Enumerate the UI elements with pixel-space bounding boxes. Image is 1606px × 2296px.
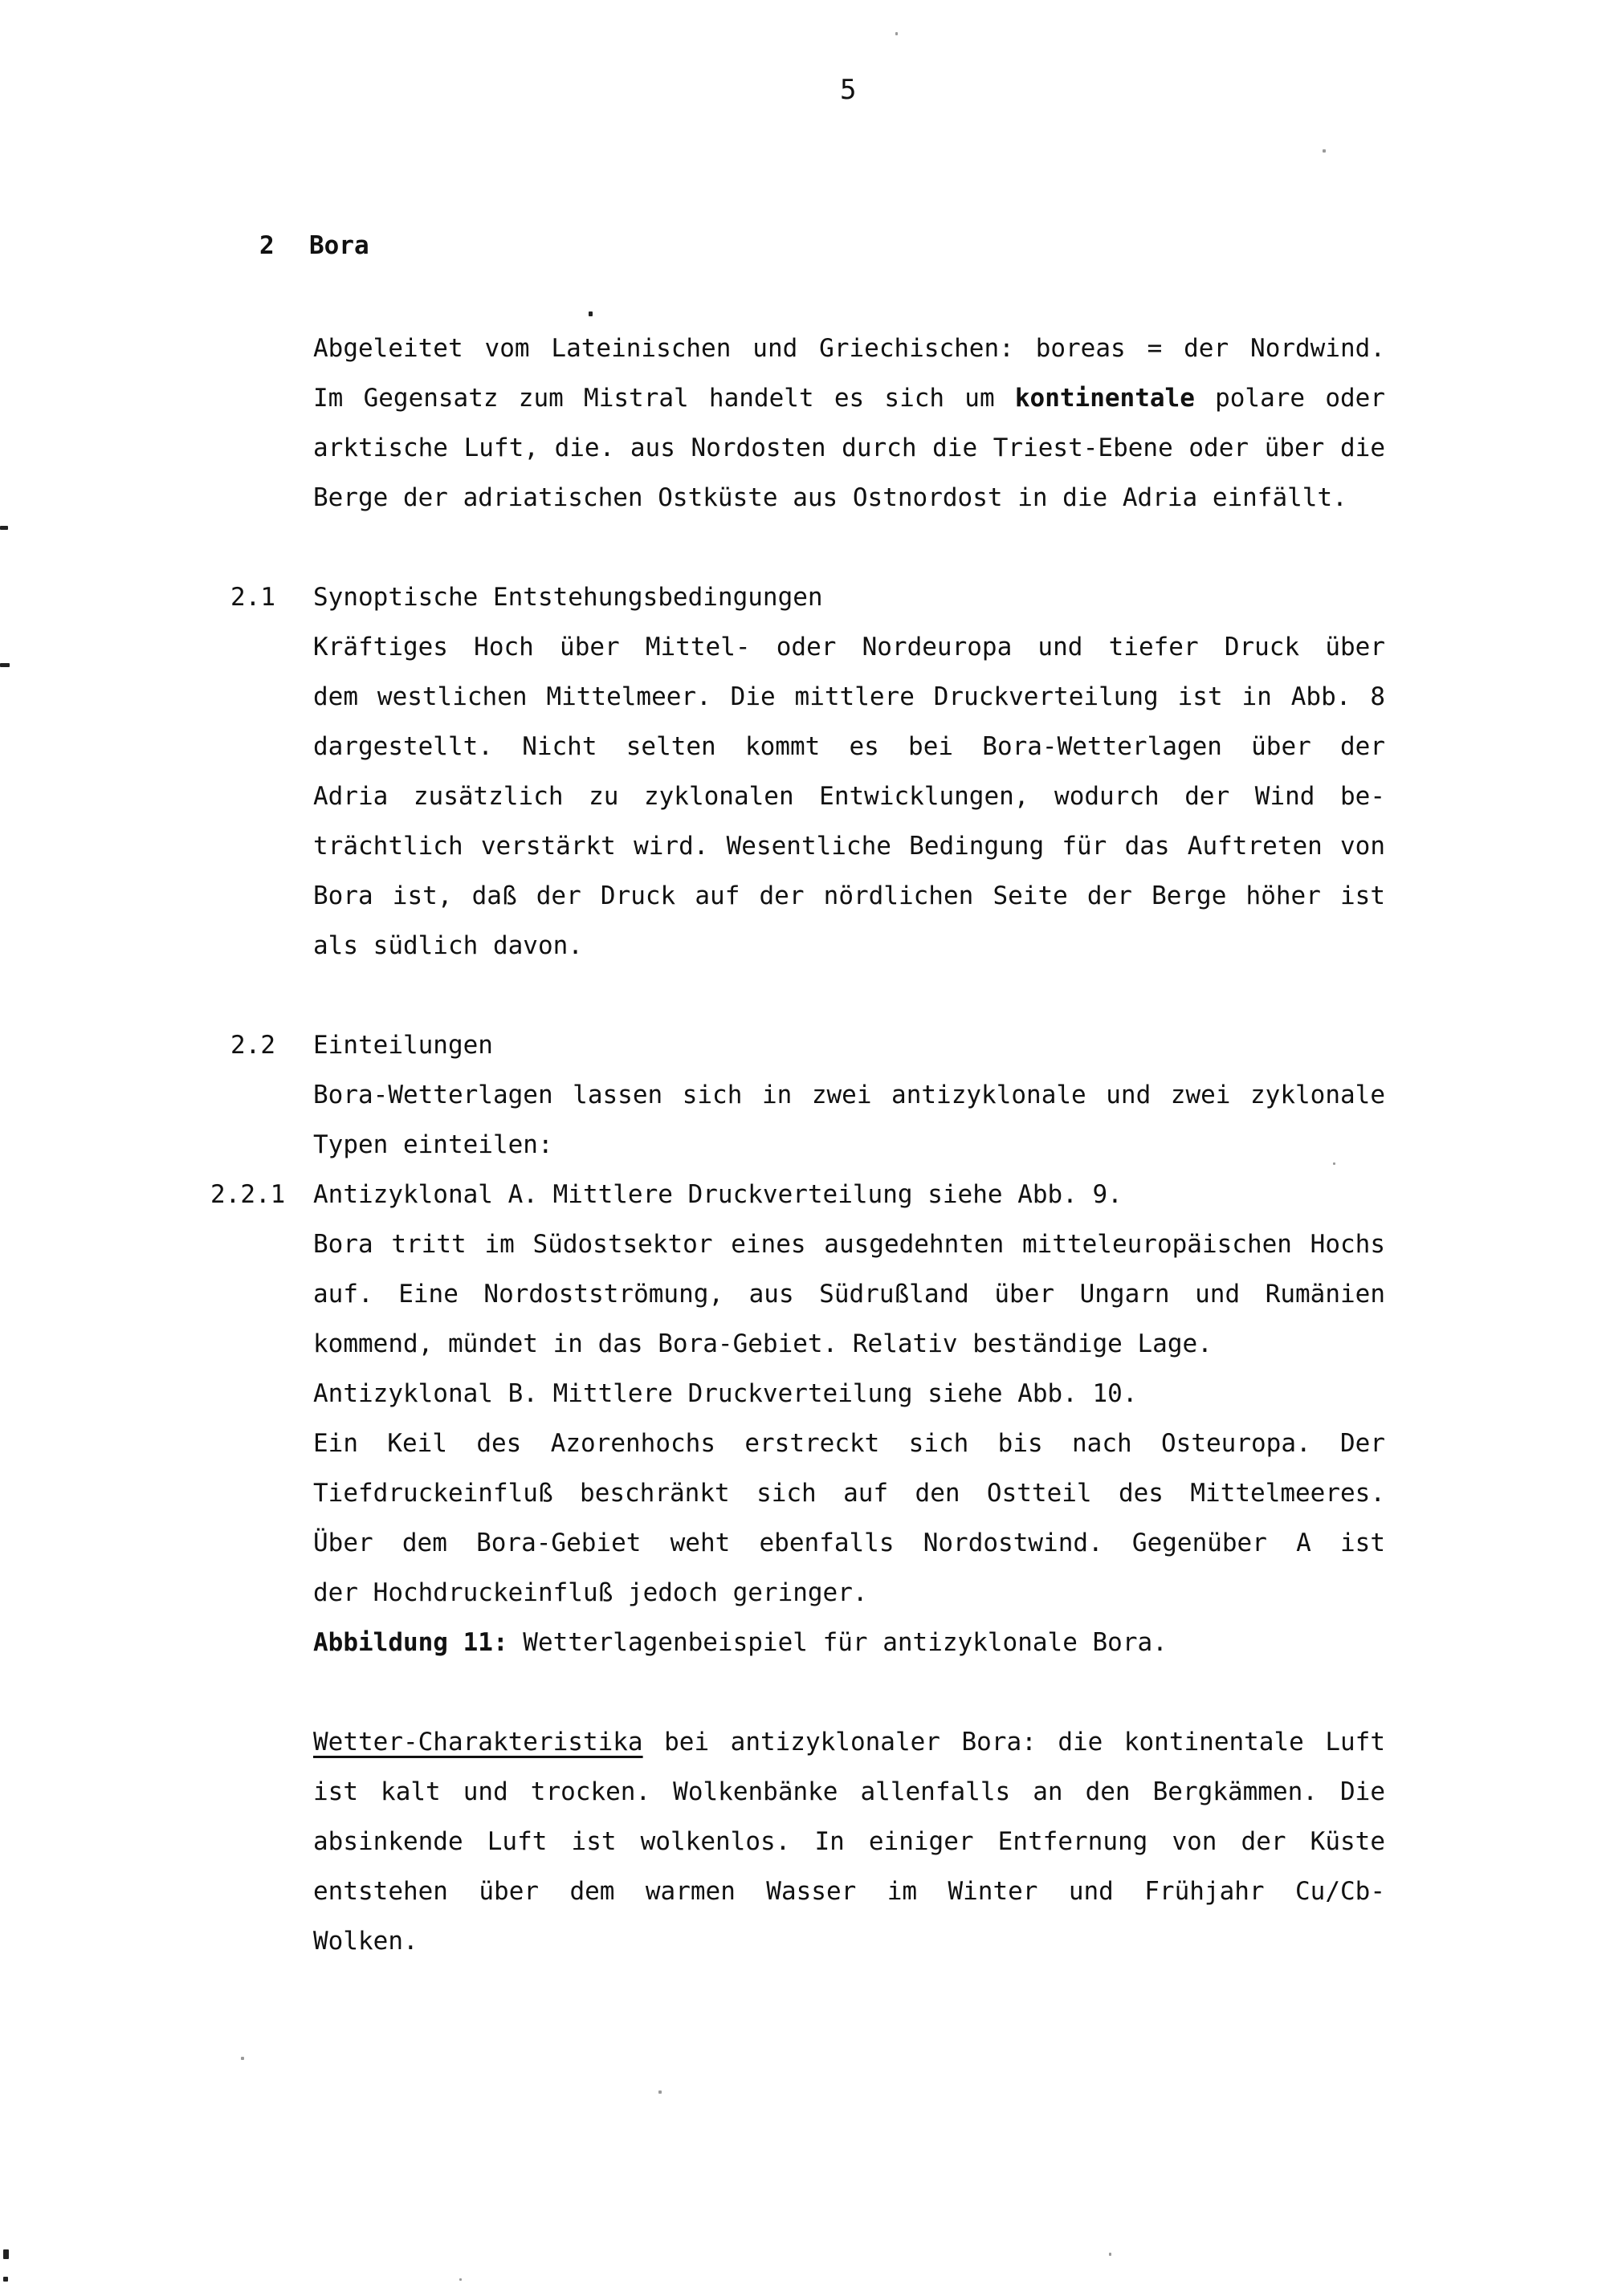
- text-line: [313, 1875, 1385, 1911]
- text-segment: kommend, mündet in das Bora-Gebiet. Relativ beständige Lage.: [313, 1329, 1213, 1358]
- text-line: [313, 1577, 1385, 1612]
- text-line: [313, 581, 1385, 617]
- section-number: 2.2: [230, 1031, 275, 1060]
- text-line: [313, 1328, 1385, 1363]
- text-segment: Über dem Bora-Gebiet weht ebenfalls Nordostwind. Gegenüber A ist: [313, 1529, 1385, 1557]
- text-line: [313, 1378, 1385, 1413]
- scan-speck: [3, 2277, 8, 2282]
- section-number: 2.1: [230, 583, 275, 612]
- text-segment: Typen einteilen:: [313, 1130, 553, 1159]
- page-number: 5: [840, 74, 858, 106]
- underlined-text: Wetter-Charakteristika: [313, 1728, 643, 1757]
- text-line: [313, 1626, 1385, 1662]
- text-line: [313, 1427, 1385, 1463]
- section-number: 2: [259, 231, 275, 260]
- text-segment: ist kalt und trocken. Wolkenbänke allenfalls an den Bergkämmen. Die: [313, 1777, 1385, 1806]
- text-segment: Adria zusätzlich zu zyklonalen Entwicklungen, wodurch der Wind be-: [313, 782, 1385, 811]
- text-segment: Antizyklonal B. Mittlere Druckverteilung siehe Abb. 10.: [313, 1379, 1138, 1408]
- scan-speck: [241, 2057, 244, 2060]
- text-line: [313, 1826, 1385, 1861]
- text-line: [313, 1527, 1385, 1562]
- scan-speck: [658, 2090, 662, 2094]
- text-segment: Wetterlagenbeispiel für antizyklonale Bora.: [507, 1628, 1168, 1657]
- text-line: [313, 631, 1385, 666]
- text-segment: bei antizyklonaler Bora: die kontinentale Luft: [642, 1728, 1385, 1757]
- text-segment: entstehen über dem warmen Wasser im Winter und Frühjahr Cu/Cb-: [313, 1877, 1385, 1906]
- page-title: Bora: [309, 231, 369, 260]
- text-line: [313, 1228, 1385, 1264]
- scan-speck: [0, 526, 8, 530]
- text-line: [313, 1029, 1385, 1065]
- section-number: 2.2.1: [210, 1180, 286, 1209]
- scan-speck: [459, 2278, 462, 2281]
- bold-text: Abbildung 11:: [313, 1628, 508, 1657]
- text-segment: dargestellt. Nicht selten kommt es bei Bora-Wetterlagen über der: [313, 732, 1385, 761]
- text-line: [313, 432, 1385, 467]
- text-line: [313, 1925, 1385, 1960]
- text-line: [313, 1179, 1385, 1214]
- text-segment: Im Gegensatz zum Mistral handelt es sich um: [313, 384, 1015, 413]
- text-segment: Abgeleitet vom Lateinischen und Griechischen: boreas = der Nordwind.: [313, 334, 1385, 363]
- text-line: [313, 880, 1385, 915]
- text-segment: Bora tritt im Südostsektor eines ausgedehnten mitteleuropäischen Hochs: [313, 1230, 1385, 1259]
- text-line: [313, 1079, 1385, 1114]
- text-line: [313, 731, 1385, 766]
- text-segment: der Hochdruckeinfluß jedoch geringer.: [313, 1578, 868, 1607]
- text-line: [313, 382, 1385, 417]
- text-line: [313, 780, 1385, 816]
- text-segment: auf. Eine Nordostströmung, aus Südrußland über Ungarn und Rumänien: [313, 1280, 1385, 1309]
- text-line: [313, 1477, 1385, 1512]
- text-segment: trächtlich verstärkt wird. Wesentliche Bedingung für das Auftreten von: [313, 832, 1385, 861]
- text-line: [313, 1129, 1385, 1164]
- text-line: [313, 1726, 1385, 1761]
- text-line: [313, 930, 1385, 965]
- text-segment: Synoptische Entstehungsbedingungen: [313, 583, 823, 612]
- text-segment: Ein Keil des Azorenhochs erstreckt sich bis nach Osteuropa. Der: [313, 1429, 1385, 1458]
- text-line: [313, 482, 1385, 517]
- text-line: [313, 681, 1385, 716]
- text-line: [313, 830, 1385, 865]
- text-segment: Bora ist, daß der Druck auf der nördlichen Seite der Berge höher ist: [313, 881, 1385, 910]
- scan-speck: [3, 2249, 9, 2259]
- text-segment: Berge der adriatischen Ostküste aus Ostnordost in die Adria einfällt.: [313, 483, 1347, 512]
- text-segment: arktische Luft, die. aus Nordosten durch die Triest-Ebene oder über die: [313, 434, 1385, 462]
- text-segment: polare oder: [1194, 384, 1385, 413]
- text-segment: dem westlichen Mittelmeer. Die mittlere Druckverteilung ist in Abb. 8: [313, 682, 1385, 711]
- scan-speck: [1333, 1162, 1335, 1165]
- bold-text: kontinentale: [1014, 384, 1195, 413]
- text-segment: Einteilungen: [313, 1031, 493, 1060]
- scan-speck: [589, 311, 593, 316]
- scan-speck: [895, 32, 898, 35]
- text-line: [313, 1776, 1385, 1811]
- text-line: [313, 1278, 1385, 1313]
- text-segment: Antizyklonal A. Mittlere Druckverteilung siehe Abb. 9.: [313, 1180, 1123, 1209]
- scan-speck: [1109, 2253, 1111, 2256]
- text-segment: Wolken.: [313, 1927, 418, 1956]
- text-segment: als südlich davon.: [313, 931, 583, 960]
- text-segment: Kräftiges Hoch über Mittel- oder Nordeuropa und tiefer Druck über: [313, 633, 1385, 662]
- text-segment: Tiefdruckeinfluß beschränkt sich auf den Ostteil des Mittelmeeres.: [313, 1479, 1385, 1508]
- scan-speck: [1323, 149, 1326, 153]
- text-segment: absinkende Luft ist wolkenlos. In einiger Entfernung von der Küste: [313, 1827, 1385, 1856]
- text-segment: Bora-Wetterlagen lassen sich in zwei antizyklonale und zwei zyklonale: [313, 1081, 1385, 1109]
- scan-speck: [0, 663, 10, 667]
- text-line: [313, 332, 1385, 368]
